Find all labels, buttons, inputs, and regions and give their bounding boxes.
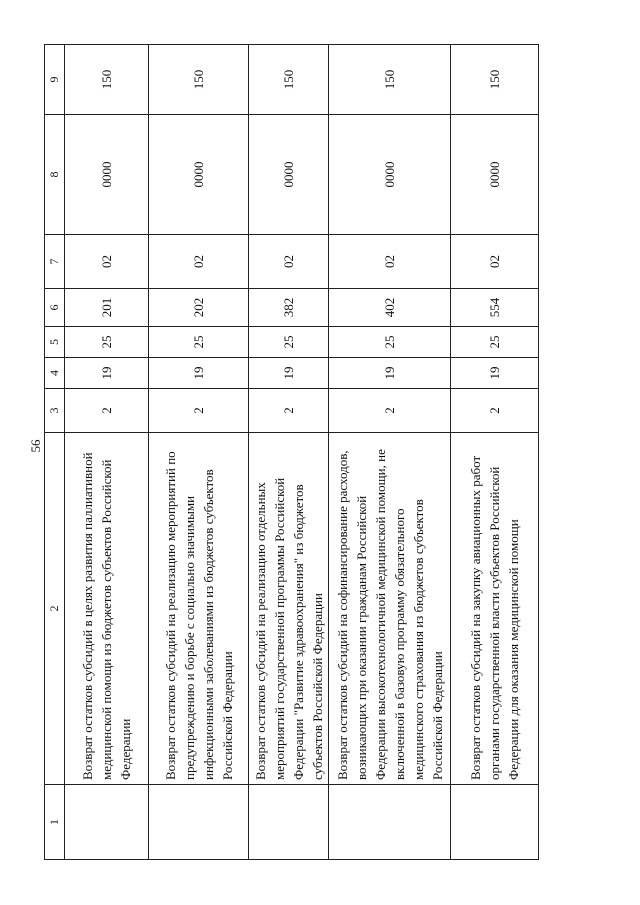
row-description-cell: Возврат остатков субсидий на софинансирование расходов, возникающих при оказании гражданам Российской Федерации высокотехнологичной медицинской помощи, не включенной в базовую программу обязательного медицинского страхования из бюджетов субъектов Российской Федерации [329, 433, 451, 785]
row-cell-col-8: 0000 [451, 115, 539, 235]
row-cell-col-6: 202 [149, 289, 249, 327]
row-cell-col-8: 0000 [65, 115, 149, 235]
row-cell-col-5: 25 [249, 327, 329, 358]
row-description-cell: Возврат остатков субсидий на реализацию отдельных мероприятий государственной программы Российской Федерации "Развитие здравоохранения" из бюджетов субъектов Российской Федерации [249, 433, 329, 785]
row-cell-col-7: 02 [149, 235, 249, 289]
row-description-cell: Возврат остатков субсидий в целях развития паллиативной медицинской помощи из бюджетов субъектов Российской Федерации [65, 433, 149, 785]
row-cell-col-3: 2 [451, 389, 539, 433]
table-row [65, 45, 149, 860]
row-cell-col-7: 02 [451, 235, 539, 289]
column-header-5: 5 [45, 327, 65, 358]
table-row [149, 45, 249, 860]
row-cell-col-4: 19 [65, 358, 149, 389]
column-header-6: 6 [45, 289, 65, 327]
row-cell-col-9: 150 [149, 45, 249, 115]
column-header-8: 8 [45, 115, 65, 235]
row-description-cell: Возврат остатков субсидий на закупку авиационных работ органами государственной власти субъектов Российской Федерации для оказания медицинской помощи [451, 433, 539, 785]
row-cell-col-9: 150 [249, 45, 329, 115]
column-header-4: 4 [45, 358, 65, 389]
row-cell-col-6: 402 [329, 289, 451, 327]
row-cell-col-1 [149, 785, 249, 860]
row-cell-col-1 [65, 785, 149, 860]
row-cell-col-9: 150 [451, 45, 539, 115]
column-header-1: 1 [45, 785, 65, 860]
column-header-7: 7 [45, 235, 65, 289]
row-cell-col-4: 19 [451, 358, 539, 389]
row-cell-col-5: 25 [65, 327, 149, 358]
row-cell-col-5: 25 [149, 327, 249, 358]
row-cell-col-4: 19 [149, 358, 249, 389]
column-header-3: 3 [45, 389, 65, 433]
row-cell-col-6: 201 [65, 289, 149, 327]
row-cell-col-7: 02 [249, 235, 329, 289]
row-cell-col-7: 02 [65, 235, 149, 289]
table-row [249, 45, 329, 860]
row-cell-col-5: 25 [329, 327, 451, 358]
row-cell-col-6: 554 [451, 289, 539, 327]
page-number: 56 [28, 439, 43, 453]
row-cell-col-1 [249, 785, 329, 860]
row-cell-col-1 [451, 785, 539, 860]
row-cell-col-5: 25 [451, 327, 539, 358]
column-number-row [45, 45, 65, 860]
row-cell-col-4: 19 [249, 358, 329, 389]
row-cell-col-9: 150 [65, 45, 149, 115]
row-cell-col-8: 0000 [329, 115, 451, 235]
row-cell-col-8: 0000 [149, 115, 249, 235]
budget-classification-table [44, 44, 539, 860]
row-cell-col-3: 2 [249, 389, 329, 433]
row-description-cell: Возврат остатков субсидий на реализацию мероприятий по предупреждению и борьбе с социально значимыми инфекционными заболеваниями из бюджетов субъектов Российской Федерации [149, 433, 249, 785]
row-cell-col-3: 2 [65, 389, 149, 433]
row-cell-col-1 [329, 785, 451, 860]
row-cell-col-3: 2 [329, 389, 451, 433]
row-cell-col-7: 02 [329, 235, 451, 289]
row-cell-col-3: 2 [149, 389, 249, 433]
row-cell-col-6: 382 [249, 289, 329, 327]
table-row [329, 45, 451, 860]
rotated-table-wrapper [44, 45, 521, 860]
row-cell-col-9: 150 [329, 45, 451, 115]
row-cell-col-4: 19 [329, 358, 451, 389]
column-header-9: 9 [45, 45, 65, 115]
table-row [451, 45, 539, 860]
column-header-2: 2 [45, 433, 65, 785]
row-cell-col-8: 0000 [249, 115, 329, 235]
